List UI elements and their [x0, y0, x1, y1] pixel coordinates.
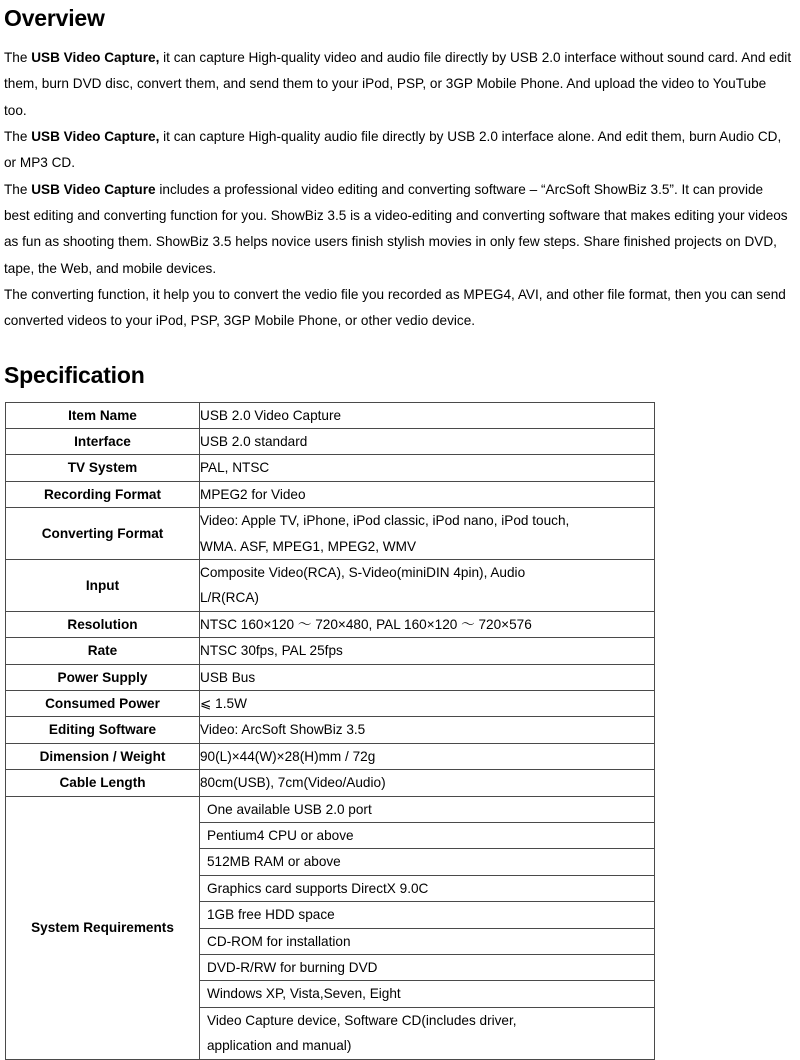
- spec-label-cell: Power Supply: [6, 664, 200, 690]
- document-page: [0, 5, 800, 1054]
- specification-table: [5, 402, 655, 1060]
- system-requirement-row: [200, 955, 654, 981]
- emphasis-text: USB Video Capture,: [31, 50, 160, 66]
- spec-label-cell: Editing Software: [6, 717, 200, 743]
- spec-row: [6, 559, 655, 611]
- spec-value-cell: [200, 638, 655, 664]
- system-requirement-cell: [200, 955, 654, 981]
- spec-label-cell: Resolution: [6, 611, 200, 637]
- body-text: includes a professional video editing and converting software – “ArcSoft ShowBiz 3.5”. It can provide best editing and converting function for you. ShowBiz 3.5 is a video-editing and converting software that makes editing your videos as fun as shooting them. ShowBiz 3.5 helps novice users finish stylish movies in only few steps. Share finished projects on DVD, tape, the Web, and mobile devices.: [4, 181, 788, 276]
- spec-value-cell: [200, 402, 655, 428]
- spec-value-line: USB Bus: [200, 669, 256, 685]
- spec-row: [6, 611, 655, 637]
- spec-value-line: Composite Video(RCA), S-Video(miniDIN 4pin), Audio: [200, 564, 526, 580]
- specification-heading: Specification: [4, 362, 145, 389]
- spec-value-cell: [200, 611, 655, 637]
- overview-paragraph: [4, 282, 792, 335]
- spec-row: [6, 402, 655, 428]
- body-text: The: [4, 129, 32, 145]
- system-requirement-cell: [200, 875, 654, 901]
- spec-row: [6, 743, 655, 769]
- spec-value-line: 80cm(USB), 7cm(Video/Audio): [200, 775, 386, 791]
- spec-value-line: L/R(RCA): [200, 590, 259, 606]
- system-requirement-line: Windows XP, Vista,Seven, Eight: [207, 986, 401, 1002]
- spec-value-line: USB 2.0 Video Capture: [200, 407, 342, 423]
- spec-label-cell: Interface: [6, 428, 200, 454]
- spec-value-cell: [200, 770, 655, 796]
- system-requirement-row: [200, 902, 654, 928]
- spec-value-line: USB 2.0 standard: [200, 433, 308, 449]
- spec-value-line: Video: ArcSoft ShowBiz 3.5: [200, 722, 366, 738]
- spec-value-line: 90(L)×44(W)×28(H)mm / 72g: [200, 748, 376, 764]
- system-requirement-cell: [200, 823, 654, 849]
- system-requirement-line: Graphics card supports DirectX 9.0C: [207, 880, 429, 896]
- system-requirement-cell: [200, 1007, 654, 1058]
- emphasis-text: USB Video Capture: [31, 181, 156, 197]
- overview-paragraph: [4, 45, 792, 124]
- spec-row: [6, 664, 655, 690]
- system-requirement-line: 1GB free HDD space: [207, 907, 335, 923]
- spec-label-cell: Item Name: [6, 402, 200, 428]
- spec-label-cell: Recording Format: [6, 481, 200, 507]
- overview-paragraph: [4, 124, 792, 177]
- system-requirement-cell: [200, 981, 654, 1007]
- spec-row: [6, 638, 655, 664]
- system-requirement-line: One available USB 2.0 port: [207, 801, 372, 817]
- system-requirement-row: [200, 1007, 654, 1058]
- system-requirement-row: [200, 849, 654, 875]
- system-requirement-cell: [200, 797, 654, 823]
- system-requirements-table: [200, 797, 654, 1059]
- spec-label-cell: Dimension / Weight: [6, 743, 200, 769]
- spec-row: [6, 691, 655, 717]
- spec-row-system-requirements: [6, 796, 655, 1059]
- system-requirement-row: [200, 823, 654, 849]
- system-requirements-label-cell: System Requirements: [6, 796, 200, 1059]
- spec-value-line: Video: Apple TV, iPhone, iPod classic, iPod nano, iPod touch,: [200, 513, 570, 529]
- spec-value-line: MPEG2 for Video: [200, 486, 306, 502]
- spec-label-cell: Converting Format: [6, 508, 200, 560]
- spec-label-cell: Rate: [6, 638, 200, 664]
- spec-row: [6, 717, 655, 743]
- specification-table-body: [6, 402, 655, 1059]
- spec-value-cell: [200, 455, 655, 481]
- system-requirement-row: [200, 875, 654, 901]
- spec-value-line: WMA. ASF, MPEG1, MPEG2, WMV: [200, 538, 417, 554]
- spec-label-cell: TV System: [6, 455, 200, 481]
- system-requirement-row: [200, 928, 654, 954]
- emphasis-text: USB Video Capture,: [31, 129, 160, 145]
- spec-row: [6, 428, 655, 454]
- spec-value-line: PAL, NTSC: [200, 460, 270, 476]
- system-requirements-value-cell: [200, 796, 655, 1059]
- system-requirement-cell: [200, 849, 654, 875]
- system-requirement-line: DVD-R/RW for burning DVD: [207, 960, 378, 976]
- spec-row: [6, 481, 655, 507]
- spec-value-cell: [200, 508, 655, 560]
- spec-value-line: NTSC 30fps, PAL 25fps: [200, 643, 343, 659]
- system-requirement-row: [200, 797, 654, 823]
- spec-row: [6, 455, 655, 481]
- body-text: The: [4, 181, 32, 197]
- system-requirement-cell: [200, 902, 654, 928]
- spec-value-cell: [200, 481, 655, 507]
- spec-value-cell: [200, 428, 655, 454]
- overview-paragraph: [4, 177, 792, 282]
- system-requirement-line: Pentium4 CPU or above: [207, 828, 354, 844]
- system-requirement-line: application and manual): [207, 1038, 352, 1054]
- spec-label-cell: Consumed Power: [6, 691, 200, 717]
- system-requirement-row: [200, 981, 654, 1007]
- body-text: The: [4, 50, 32, 66]
- system-requirement-line: Video Capture device, Software CD(includes driver,: [207, 1012, 517, 1028]
- body-text: it can capture High-quality audio file directly by USB 2.0 interface alone. And edit them, burn Audio CD, or MP3 CD.: [4, 129, 782, 171]
- spec-value-cell: [200, 743, 655, 769]
- spec-row: [6, 508, 655, 560]
- spec-value-line: ⩽ 1.5W: [200, 696, 247, 712]
- body-text: The converting function, it help you to convert the vedio file you recorded as MPEG4, AVI, and other file format, then you can send converted videos to your iPod, PSP, 3GP Mobile Phone, or other vedio device.: [4, 286, 786, 329]
- spec-value-cell: [200, 559, 655, 611]
- spec-value-cell: [200, 664, 655, 690]
- spec-row: [6, 770, 655, 796]
- overview-body: [4, 45, 792, 334]
- body-text: it can capture High-quality video and audio file directly by USB 2.0 interface without sound card. And edit them, burn DVD disc, convert them, and send them to your iPod, PSP, or 3GP Mobile Phone. And upload the video to YouTube too.: [4, 50, 792, 118]
- system-requirement-line: 512MB RAM or above: [207, 854, 341, 870]
- spec-value-cell: [200, 717, 655, 743]
- system-requirement-line: CD-ROM for installation: [207, 933, 351, 949]
- spec-value-cell: [200, 691, 655, 717]
- spec-label-cell: Cable Length: [6, 770, 200, 796]
- overview-heading: Overview: [4, 5, 105, 31]
- spec-label-cell: Input: [6, 559, 200, 611]
- system-requirement-cell: [200, 928, 654, 954]
- spec-value-line: NTSC 160×120 ～ 720×480, PAL 160×120 ～ 720×576: [200, 616, 532, 632]
